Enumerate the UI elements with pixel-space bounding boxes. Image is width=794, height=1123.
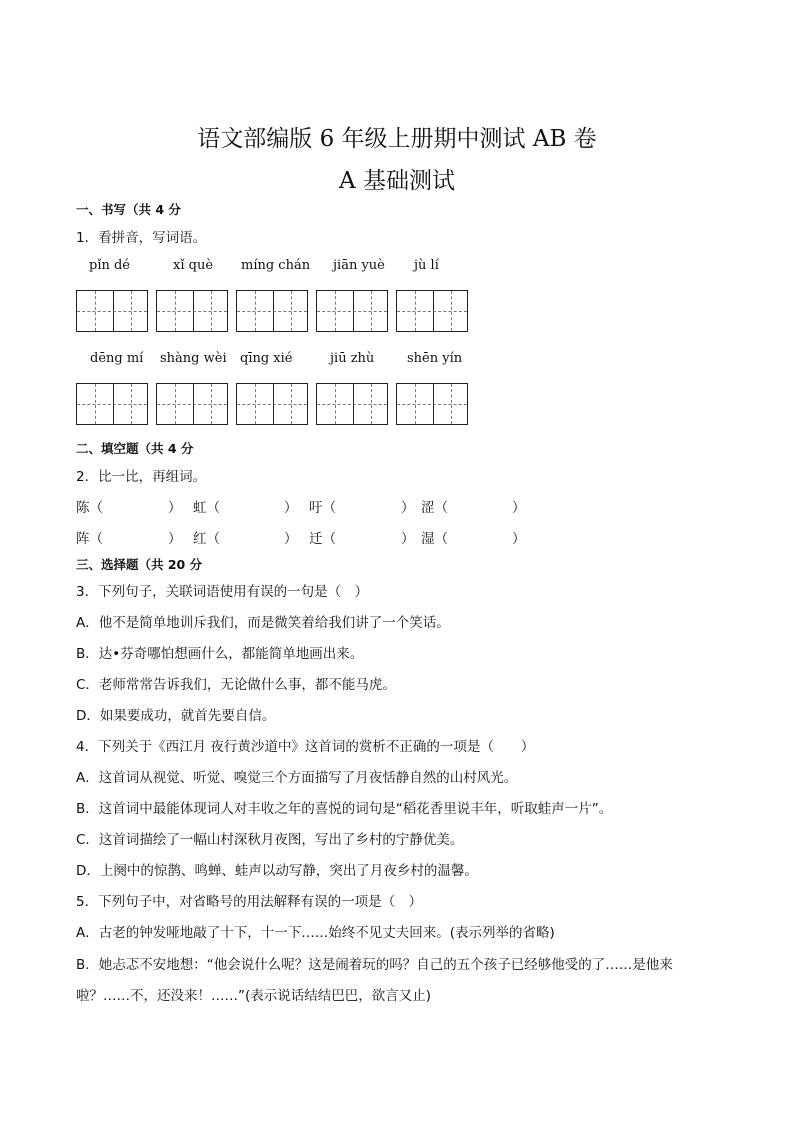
option-3b[interactable]: B．达•芬奇哪怕想画什么，都能简单地画出来。 — [76, 646, 364, 662]
pinyin-label: jù lí — [414, 258, 439, 273]
writing-grid[interactable] — [396, 290, 468, 332]
fill-word: 陈（ — [76, 500, 103, 516]
pinyin-label: pǐn dé — [89, 258, 130, 273]
fill-word: 阵（ — [76, 531, 103, 547]
writing-grid[interactable] — [156, 383, 228, 425]
option-5b[interactable]: B．她忐忑不安地想：“他会说什么呢？这是闹着玩的吗？自己的五个孩子已经够他受的了……是他来 — [76, 957, 673, 973]
pinyin-label: xǐ què — [173, 258, 214, 273]
option-5b-continued: 啦？……不，还没来！……”(表示说话结结巴巴，欲言又止) — [76, 988, 432, 1004]
option-5a[interactable]: A．古老的钟发哑地敲了十下，十一下……始终不见丈夫回来。(表示列举的省略) — [76, 925, 555, 941]
option-3c[interactable]: C．老师常常告诉我们，无论做什么事，都不能马虎。 — [76, 677, 396, 693]
writing-grid[interactable] — [396, 383, 468, 425]
fill-word: 吁（ — [309, 500, 336, 516]
option-4c[interactable]: C．这首词描绘了一幅山村深秋月夜图，写出了乡村的宁静优美。 — [76, 832, 464, 848]
page-title: 语文部编版 6 年级上册期中测试 AB 卷 — [197, 126, 597, 152]
question-4: 4．下列关于《西江月 夜行黄沙道中》这首词的赏析不正确的一项是（ ） — [76, 739, 535, 755]
writing-grid[interactable] — [76, 290, 148, 332]
option-3a[interactable]: A．他不是简单地训斥我们，而是微笑着给我们讲了一个笑话。 — [76, 615, 450, 631]
fill-word: 涩（ — [421, 500, 448, 516]
pinyin-label: míng chán — [241, 258, 311, 273]
writing-grid[interactable] — [76, 383, 148, 425]
fill-blank-close[interactable]: ） — [284, 500, 298, 516]
pinyin-label: qīng xié — [240, 351, 293, 366]
question-1: 1．看拼音，写词语。 — [76, 230, 207, 246]
fill-word: 迁（ — [309, 531, 336, 547]
fill-blank-close[interactable]: ） — [168, 500, 182, 516]
option-4b[interactable]: B．这首词中最能体现词人对丰收之年的喜悦的词句是“稻花香里说丰年，听取蛙声一片”。 — [76, 801, 613, 817]
pinyin-label: jiū zhù — [330, 351, 375, 366]
page-subtitle: A 基础测试 — [339, 168, 455, 194]
section-heading-fill: 二、填空题（共 4 分 — [76, 441, 194, 456]
fill-blank-close[interactable]: ） — [512, 531, 526, 547]
pinyin-label: shēn yín — [407, 351, 463, 366]
fill-word: 虹（ — [193, 500, 220, 516]
fill-blank-close[interactable]: ） — [401, 531, 415, 547]
option-4d[interactable]: D．上阕中的惊鹊、鸣蝉、蛙声以动写静，突出了月夜乡村的温馨。 — [76, 863, 478, 879]
section-heading-writing: 一、书写（共 4 分 — [76, 202, 181, 217]
pinyin-label: jiān yuè — [333, 258, 385, 273]
fill-blank-close[interactable]: ） — [168, 531, 182, 547]
fill-blank-close[interactable]: ） — [284, 531, 298, 547]
writing-grid[interactable] — [236, 290, 308, 332]
fill-word: 红（ — [193, 531, 220, 547]
question-5: 5．下列句子中，对省略号的用法解释有误的一项是（ ） — [76, 894, 423, 910]
writing-grid[interactable] — [236, 383, 308, 425]
option-4a[interactable]: A．这首词从视觉、听觉、嗅觉三个方面描写了月夜恬静自然的山村风光。 — [76, 770, 518, 786]
option-3d[interactable]: D．如果要成功，就首先要自信。 — [76, 708, 276, 724]
writing-grid[interactable] — [156, 290, 228, 332]
pinyin-label: dēng mí — [90, 351, 144, 366]
writing-grid[interactable] — [316, 383, 388, 425]
fill-word: 湿（ — [421, 531, 448, 547]
writing-grid[interactable] — [316, 290, 388, 332]
fill-blank-close[interactable]: ） — [401, 500, 415, 516]
fill-blank-close[interactable]: ） — [512, 500, 526, 516]
section-heading-choice: 三、选择题（共 20 分 — [76, 557, 203, 572]
question-2: 2．比一比，再组词。 — [76, 469, 207, 485]
pinyin-label: shàng wèi — [160, 351, 227, 366]
question-3: 3．下列句子，关联词语使用有误的一句是（ ） — [76, 584, 369, 600]
